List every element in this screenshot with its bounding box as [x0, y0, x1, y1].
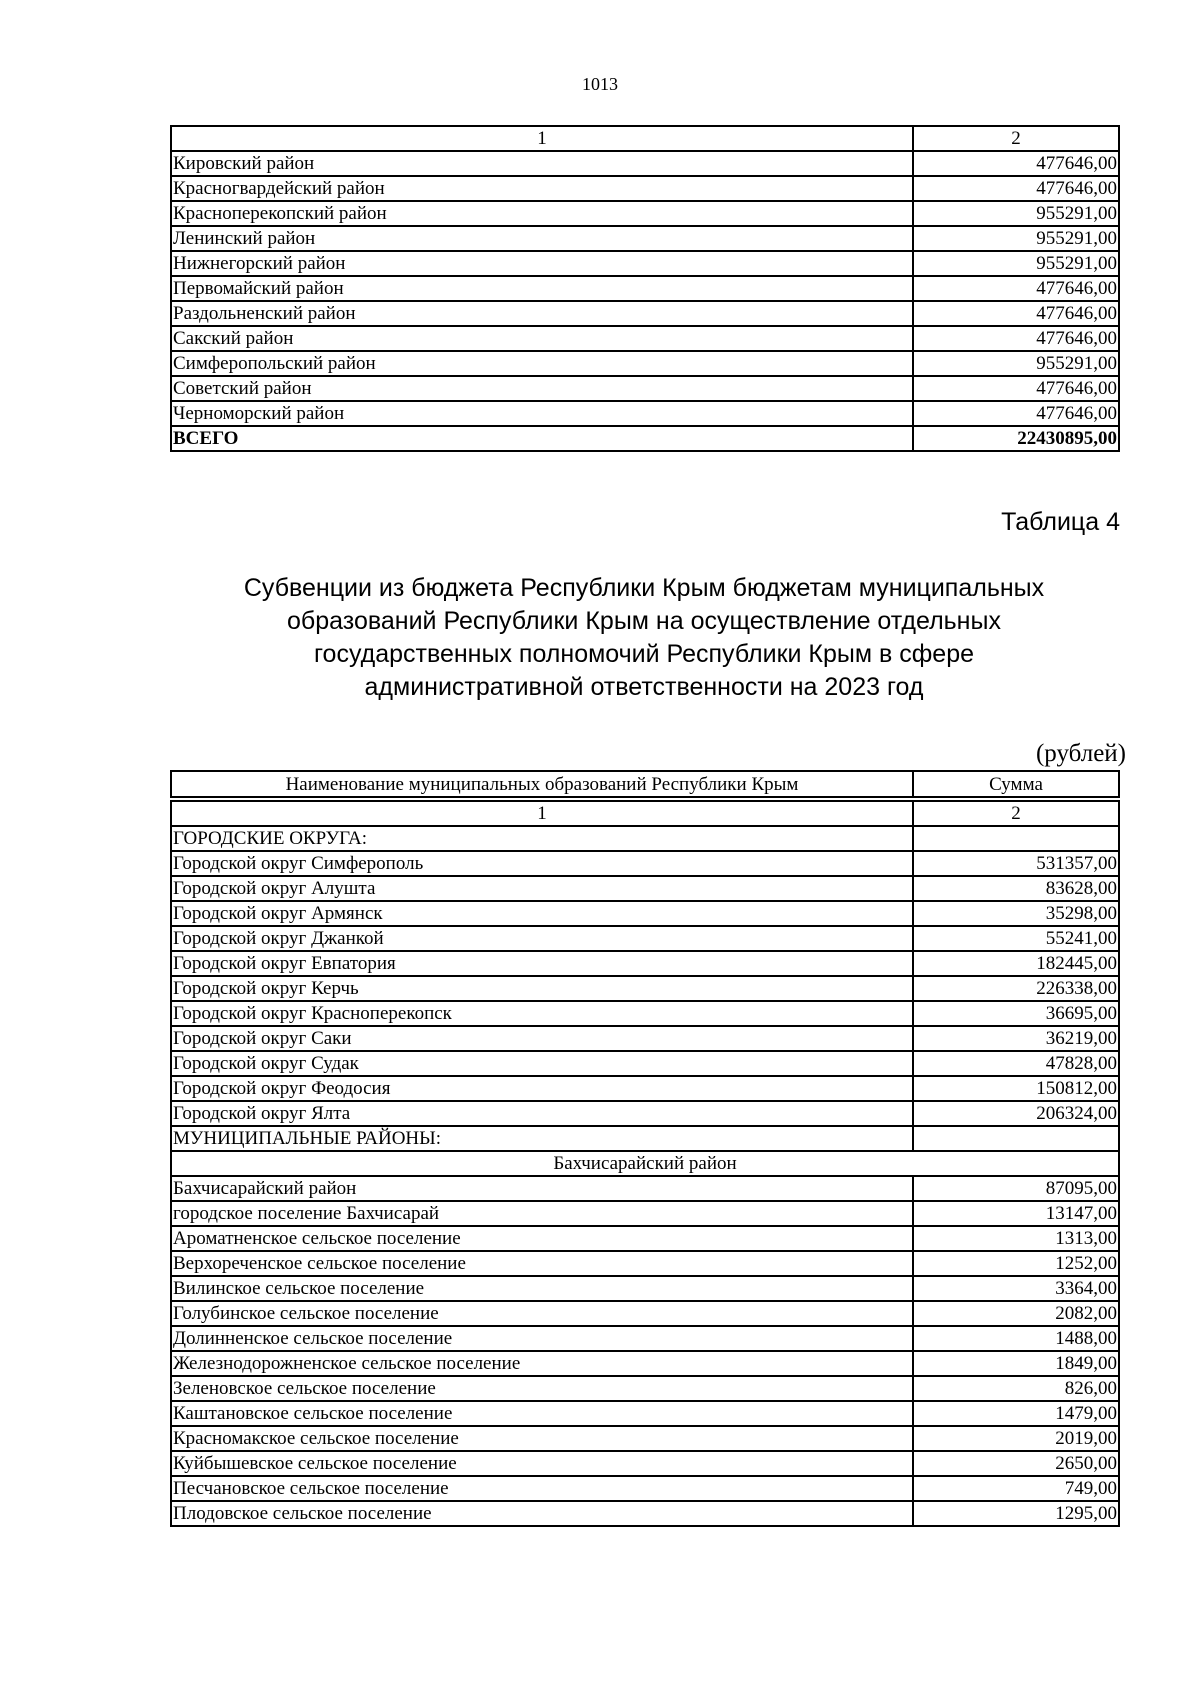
settlement-row	[171, 1276, 1119, 1301]
row-amount: 36219,00	[913, 1026, 1119, 1051]
row-name: Раздольненский район	[171, 301, 913, 326]
settlement-row	[171, 1226, 1119, 1251]
row-amount: 826,00	[913, 1376, 1119, 1401]
row-name: Городской округ Симферополь	[171, 851, 913, 876]
row-amount: 2650,00	[913, 1451, 1119, 1476]
row-name: Железнодорожненское сельское поселение	[171, 1351, 913, 1376]
row-amount: 150812,00	[913, 1076, 1119, 1101]
settlement-row	[171, 1376, 1119, 1401]
row-name: Черноморский район	[171, 401, 913, 426]
section-label: МУНИЦИПАЛЬНЫЕ РАЙОНЫ:	[171, 1126, 913, 1151]
row-amount: 83628,00	[913, 876, 1119, 901]
row-amount: 1479,00	[913, 1401, 1119, 1426]
city-row	[171, 976, 1119, 1001]
row-name: Городской округ Саки	[171, 1026, 913, 1051]
section-label: ГОРОДСКИЕ ОКРУГА:	[171, 826, 913, 851]
row-name: Ленинский район	[171, 226, 913, 251]
district-row	[171, 326, 1119, 351]
row-amount: 477646,00	[913, 376, 1119, 401]
row-amount: 47828,00	[913, 1051, 1119, 1076]
row-amount: 55241,00	[913, 926, 1119, 951]
row-amount: 477646,00	[913, 326, 1119, 351]
row-amount: 13147,00	[913, 1201, 1119, 1226]
row-amount: 955291,00	[913, 226, 1119, 251]
total-row	[171, 426, 1119, 451]
column-number-1: 1	[171, 801, 913, 826]
row-amount: 1313,00	[913, 1226, 1119, 1251]
row-name: Красномакское сельское поселение	[171, 1426, 913, 1451]
row-amount: 477646,00	[913, 276, 1119, 301]
settlement-row	[171, 1251, 1119, 1276]
row-name: Куйбышевское сельское поселение	[171, 1451, 913, 1476]
row-amount: 182445,00	[913, 951, 1119, 976]
row-name: Сакский район	[171, 326, 913, 351]
row-amount	[913, 826, 1119, 851]
subsection-row	[171, 1151, 1119, 1176]
row-name: Городской округ Красноперекопск	[171, 1001, 913, 1026]
table-title	[170, 572, 1118, 704]
row-amount: 35298,00	[913, 901, 1119, 926]
row-amount: 2082,00	[913, 1301, 1119, 1326]
row-name: Голубинское сельское поселение	[171, 1301, 913, 1326]
header-amount: Сумма	[913, 771, 1119, 797]
row-name: Городской округ Евпатория	[171, 951, 913, 976]
row-amount: 955291,00	[913, 351, 1119, 376]
row-amount: 477646,00	[913, 151, 1119, 176]
row-name: Городской округ Алушта	[171, 876, 913, 901]
table-header-row	[171, 771, 1119, 797]
row-name: Советский район	[171, 376, 913, 401]
row-amount	[913, 1126, 1119, 1151]
row-amount: 955291,00	[913, 251, 1119, 276]
row-amount: 477646,00	[913, 301, 1119, 326]
row-name: Красноперекопский район	[171, 201, 913, 226]
row-amount: 3364,00	[913, 1276, 1119, 1301]
row-name: Красногвардейский район	[171, 176, 913, 201]
district-row	[171, 276, 1119, 301]
table-title-line: государственных полномочий Республики Крым в сфере	[313, 640, 975, 668]
city-row	[171, 876, 1119, 901]
total-amount: 22430895,00	[913, 426, 1119, 451]
row-name: Первомайский район	[171, 276, 913, 301]
row-name: Симферопольский район	[171, 351, 913, 376]
settlement-row	[171, 1501, 1119, 1526]
row-name: Городской округ Армянск	[171, 901, 913, 926]
settlement-row	[171, 1176, 1119, 1201]
page-number: 1013	[582, 74, 618, 94]
row-name: Городской округ Керчь	[171, 976, 913, 1001]
row-name: Городской округ Феодосия	[171, 1076, 913, 1101]
row-name: Нижнегорский район	[171, 251, 913, 276]
city-row	[171, 1001, 1119, 1026]
row-name: Долинненское сельское поселение	[171, 1326, 913, 1351]
row-name: Верхореченское сельское поселение	[171, 1251, 913, 1276]
row-name: городское поселение Бахчисарай	[171, 1201, 913, 1226]
subventions-table	[170, 770, 1120, 1527]
district-row	[171, 201, 1119, 226]
city-row	[171, 901, 1119, 926]
city-row	[171, 851, 1119, 876]
row-name: Городской округ Ялта	[171, 1101, 913, 1126]
city-row	[171, 1101, 1119, 1126]
row-amount: 226338,00	[913, 976, 1119, 1001]
row-amount: 1488,00	[913, 1326, 1119, 1351]
column-number-1: 1	[171, 126, 913, 151]
districts-total-table-body	[171, 126, 1119, 451]
row-amount: 477646,00	[913, 176, 1119, 201]
column-number-row	[171, 801, 1119, 826]
city-row	[171, 1076, 1119, 1101]
column-number-2: 2	[913, 126, 1119, 151]
row-amount: 2019,00	[913, 1426, 1119, 1451]
subventions-table-body	[171, 771, 1119, 1526]
row-name: Бахчисарайский район	[171, 1176, 913, 1201]
district-row	[171, 176, 1119, 201]
row-amount: 531357,00	[913, 851, 1119, 876]
row-amount: 955291,00	[913, 201, 1119, 226]
row-name: Каштановское сельское поселение	[171, 1401, 913, 1426]
row-amount: 1849,00	[913, 1351, 1119, 1376]
row-name: Городской округ Судак	[171, 1051, 913, 1076]
table-title-line: административной ответственности на 2023 год	[364, 673, 924, 701]
row-name: Вилинское сельское поселение	[171, 1276, 913, 1301]
row-amount: 1252,00	[913, 1251, 1119, 1276]
city-row	[171, 1026, 1119, 1051]
column-number-row	[171, 126, 1119, 151]
district-row	[171, 351, 1119, 376]
row-name: Песчановское сельское поселение	[171, 1476, 913, 1501]
total-label: ВСЕГО	[171, 426, 913, 451]
section-row-city-districts	[171, 826, 1119, 851]
subsection-label: Бахчисарайский район	[171, 1151, 1119, 1176]
row-amount: 36695,00	[913, 1001, 1119, 1026]
units-label: (рублей)	[1035, 740, 1126, 767]
city-row	[171, 1051, 1119, 1076]
column-number-2: 2	[913, 801, 1119, 826]
settlement-row	[171, 1201, 1119, 1226]
row-amount: 87095,00	[913, 1176, 1119, 1201]
row-name: Зеленовское сельское поселение	[171, 1376, 913, 1401]
row-amount: 1295,00	[913, 1501, 1119, 1526]
row-name: Ароматненское сельское поселение	[171, 1226, 913, 1251]
table-title-line: образований Республики Крым на осуществление отдельных	[287, 607, 1001, 635]
district-row	[171, 301, 1119, 326]
settlement-row	[171, 1426, 1119, 1451]
city-row	[171, 951, 1119, 976]
settlement-row	[171, 1476, 1119, 1501]
table-caption: Таблица 4	[1001, 508, 1120, 536]
row-amount: 477646,00	[913, 401, 1119, 426]
row-name: Кировский район	[171, 151, 913, 176]
settlement-row	[171, 1401, 1119, 1426]
district-row	[171, 376, 1119, 401]
header-municipality: Наименование муниципальных образований Республики Крым	[171, 771, 913, 797]
district-row	[171, 251, 1119, 276]
city-row	[171, 926, 1119, 951]
settlement-row	[171, 1326, 1119, 1351]
district-row	[171, 151, 1119, 176]
row-amount: 206324,00	[913, 1101, 1119, 1126]
district-row	[171, 401, 1119, 426]
districts-total-table	[170, 125, 1120, 452]
settlement-row	[171, 1301, 1119, 1326]
row-amount: 749,00	[913, 1476, 1119, 1501]
settlement-row	[171, 1451, 1119, 1476]
table-title-line: Субвенции из бюджета Республики Крым бюджетам муниципальных	[243, 574, 1045, 602]
row-name: Плодовское сельское поселение	[171, 1501, 913, 1526]
district-row	[171, 226, 1119, 251]
section-row-municipal-districts	[171, 1126, 1119, 1151]
settlement-row	[171, 1351, 1119, 1376]
row-name: Городской округ Джанкой	[171, 926, 913, 951]
